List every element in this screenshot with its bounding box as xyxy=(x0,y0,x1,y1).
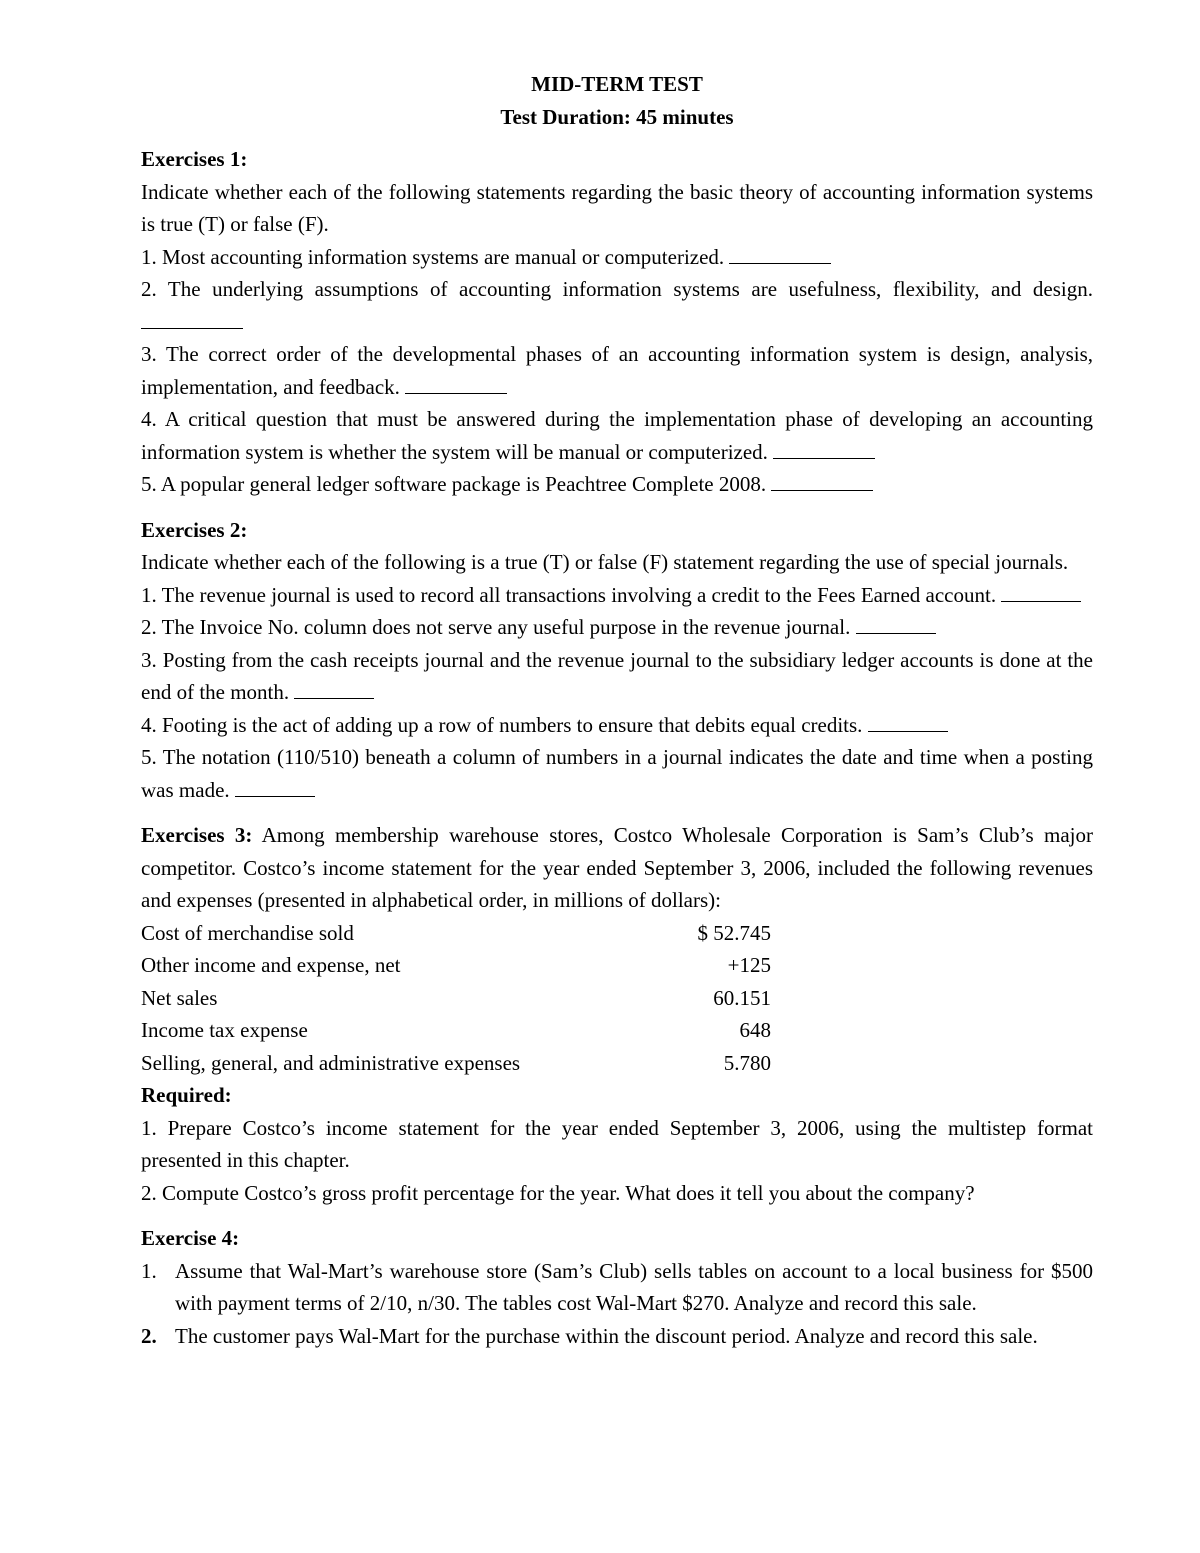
answer-blank[interactable] xyxy=(771,472,873,491)
exercise-2-item-text: 5. The notation (110/510) beneath a column of numbers in a journal indicates the date and time when a posting was made. xyxy=(141,745,1093,802)
item-text: Assume that Wal-Mart’s warehouse store (Sam’s Club) sells tables on account to a local business for $500 with payment terms of 2/10, n/30. The tables cost Wal-Mart $270. Analyze and record this sale. xyxy=(175,1258,1093,1315)
table-row xyxy=(141,1014,771,1047)
exercise-2-item xyxy=(141,709,1093,742)
item-number: 1. xyxy=(141,1258,157,1283)
exercise-2-item xyxy=(141,741,1093,806)
exercise-4-section xyxy=(141,1222,1093,1352)
exercise-1-item-text: 5. A popular general ledger software package is Peachtree Complete 2008. xyxy=(141,472,767,496)
answer-blank[interactable] xyxy=(294,680,374,699)
answer-blank[interactable] xyxy=(235,778,315,797)
exercise-3-intro-paragraph xyxy=(141,819,1093,917)
row-amount: 5.780 xyxy=(723,1050,771,1075)
exercise-2-item xyxy=(141,644,1093,709)
row-label: Net sales xyxy=(141,985,218,1010)
exercise-1-item xyxy=(141,403,1093,468)
row-amount: $ 52.745 xyxy=(697,920,771,945)
table-row xyxy=(141,917,771,950)
exercise-2-intro: Indicate whether each of the following is a true (T) or false (F) statement regarding the use of special journals. xyxy=(141,550,1069,574)
exercise-1-item xyxy=(141,468,1093,501)
row-amount: 60.151 xyxy=(713,985,771,1010)
table-row xyxy=(141,982,771,1015)
item-text: The customer pays Wal-Mart for the purchase within the discount period. Analyze and record this sale. xyxy=(175,1323,1038,1348)
row-label: Selling, general, and administrative expenses xyxy=(141,1050,521,1075)
exercise-2-item-text: 3. Posting from the cash receipts journal and the revenue journal to the subsidiary ledger accounts is done at the end of the month. xyxy=(141,647,1093,704)
answer-blank[interactable] xyxy=(868,713,948,732)
exercise-2-item xyxy=(141,579,1093,612)
row-label: Other income and expense, net xyxy=(141,953,401,977)
row-amount: 648 xyxy=(739,1018,771,1042)
exercise-4-item xyxy=(141,1255,1093,1320)
table-row xyxy=(141,1047,771,1080)
exercise-1-intro: Indicate whether each of the following statements regarding the basic theory of accounting information systems is true (T) or false (F). xyxy=(141,179,1093,236)
exercise-4-item xyxy=(141,1320,1093,1353)
exercise-1-item-text: 1. Most accounting information systems are manual or computerized. xyxy=(141,244,725,269)
answer-blank[interactable] xyxy=(141,310,243,329)
required-heading: Required: xyxy=(141,1083,232,1107)
page-title: MID-TERM TEST xyxy=(531,72,703,96)
exercise-2-item-text: 4. Footing is the act of adding up a row of numbers to ensure that debits equal credits. xyxy=(141,712,863,737)
exercise-2-item-text: 2. The Invoice No. column does not serve any useful purpose in the revenue journal. xyxy=(141,615,851,639)
row-amount: +125 xyxy=(727,953,771,977)
required-item: 1. Prepare Costco’s income statement for the year ended September 3, 2006, using the multistep format presented in this chapter. xyxy=(141,1115,1093,1172)
exercise-4-heading: Exercise 4: xyxy=(141,1226,240,1250)
exercise-1-heading: Exercises 1: xyxy=(141,147,248,171)
answer-blank[interactable] xyxy=(729,245,831,264)
exercise-1-section xyxy=(141,143,1093,501)
exercise-3-section xyxy=(141,819,1093,1209)
exercise-1-item xyxy=(141,241,1093,274)
exercise-1-item xyxy=(141,338,1093,403)
income-statement-table xyxy=(141,917,1093,1080)
row-label: Income tax expense xyxy=(141,1018,308,1042)
required-item: 2. Compute Costco’s gross profit percentage for the year. What does it tell you about the company? xyxy=(141,1180,975,1205)
exercise-2-item-text: 1. The revenue journal is used to record all transactions involving a credit to the Fees Earned account. xyxy=(141,582,997,607)
exercise-3-heading: Exercises 3: xyxy=(141,823,253,847)
exercise-2-item xyxy=(141,611,1093,644)
test-duration: Test Duration: 45 minutes xyxy=(500,104,734,129)
row-label: Cost of merchandise sold xyxy=(141,920,354,945)
item-number: 2. xyxy=(141,1323,157,1348)
exercise-3-intro: Among membership warehouse stores, Costco Wholesale Corporation is Sam’s Club’s major competitor. Costco’s income statement for the year ended September 3, 2006, included the following revenues and expenses (presented in alphabetical order, in millions of dollars): xyxy=(141,823,1094,912)
exercise-2-section xyxy=(141,514,1093,807)
exercise-1-item-text: 2. The underlying assumptions of accounting information systems are usefulness, flexibility, and design. xyxy=(141,277,1093,301)
answer-blank[interactable] xyxy=(1001,583,1081,602)
answer-blank[interactable] xyxy=(405,375,507,394)
exercise-1-item-text: 3. The correct order of the developmental phases of an accounting information system is design, analysis, implementation, and feedback. xyxy=(141,342,1093,399)
exercise-2-heading: Exercises 2: xyxy=(141,517,248,542)
table-row xyxy=(141,949,771,982)
exercise-1-item-text: 4. A critical question that must be answered during the implementation phase of developing an accounting information system is whether the system will be manual or computerized. xyxy=(141,407,1093,464)
answer-blank[interactable] xyxy=(856,615,936,634)
test-page xyxy=(141,68,1093,1352)
answer-blank[interactable] xyxy=(773,440,875,459)
exercise-1-item xyxy=(141,273,1093,338)
